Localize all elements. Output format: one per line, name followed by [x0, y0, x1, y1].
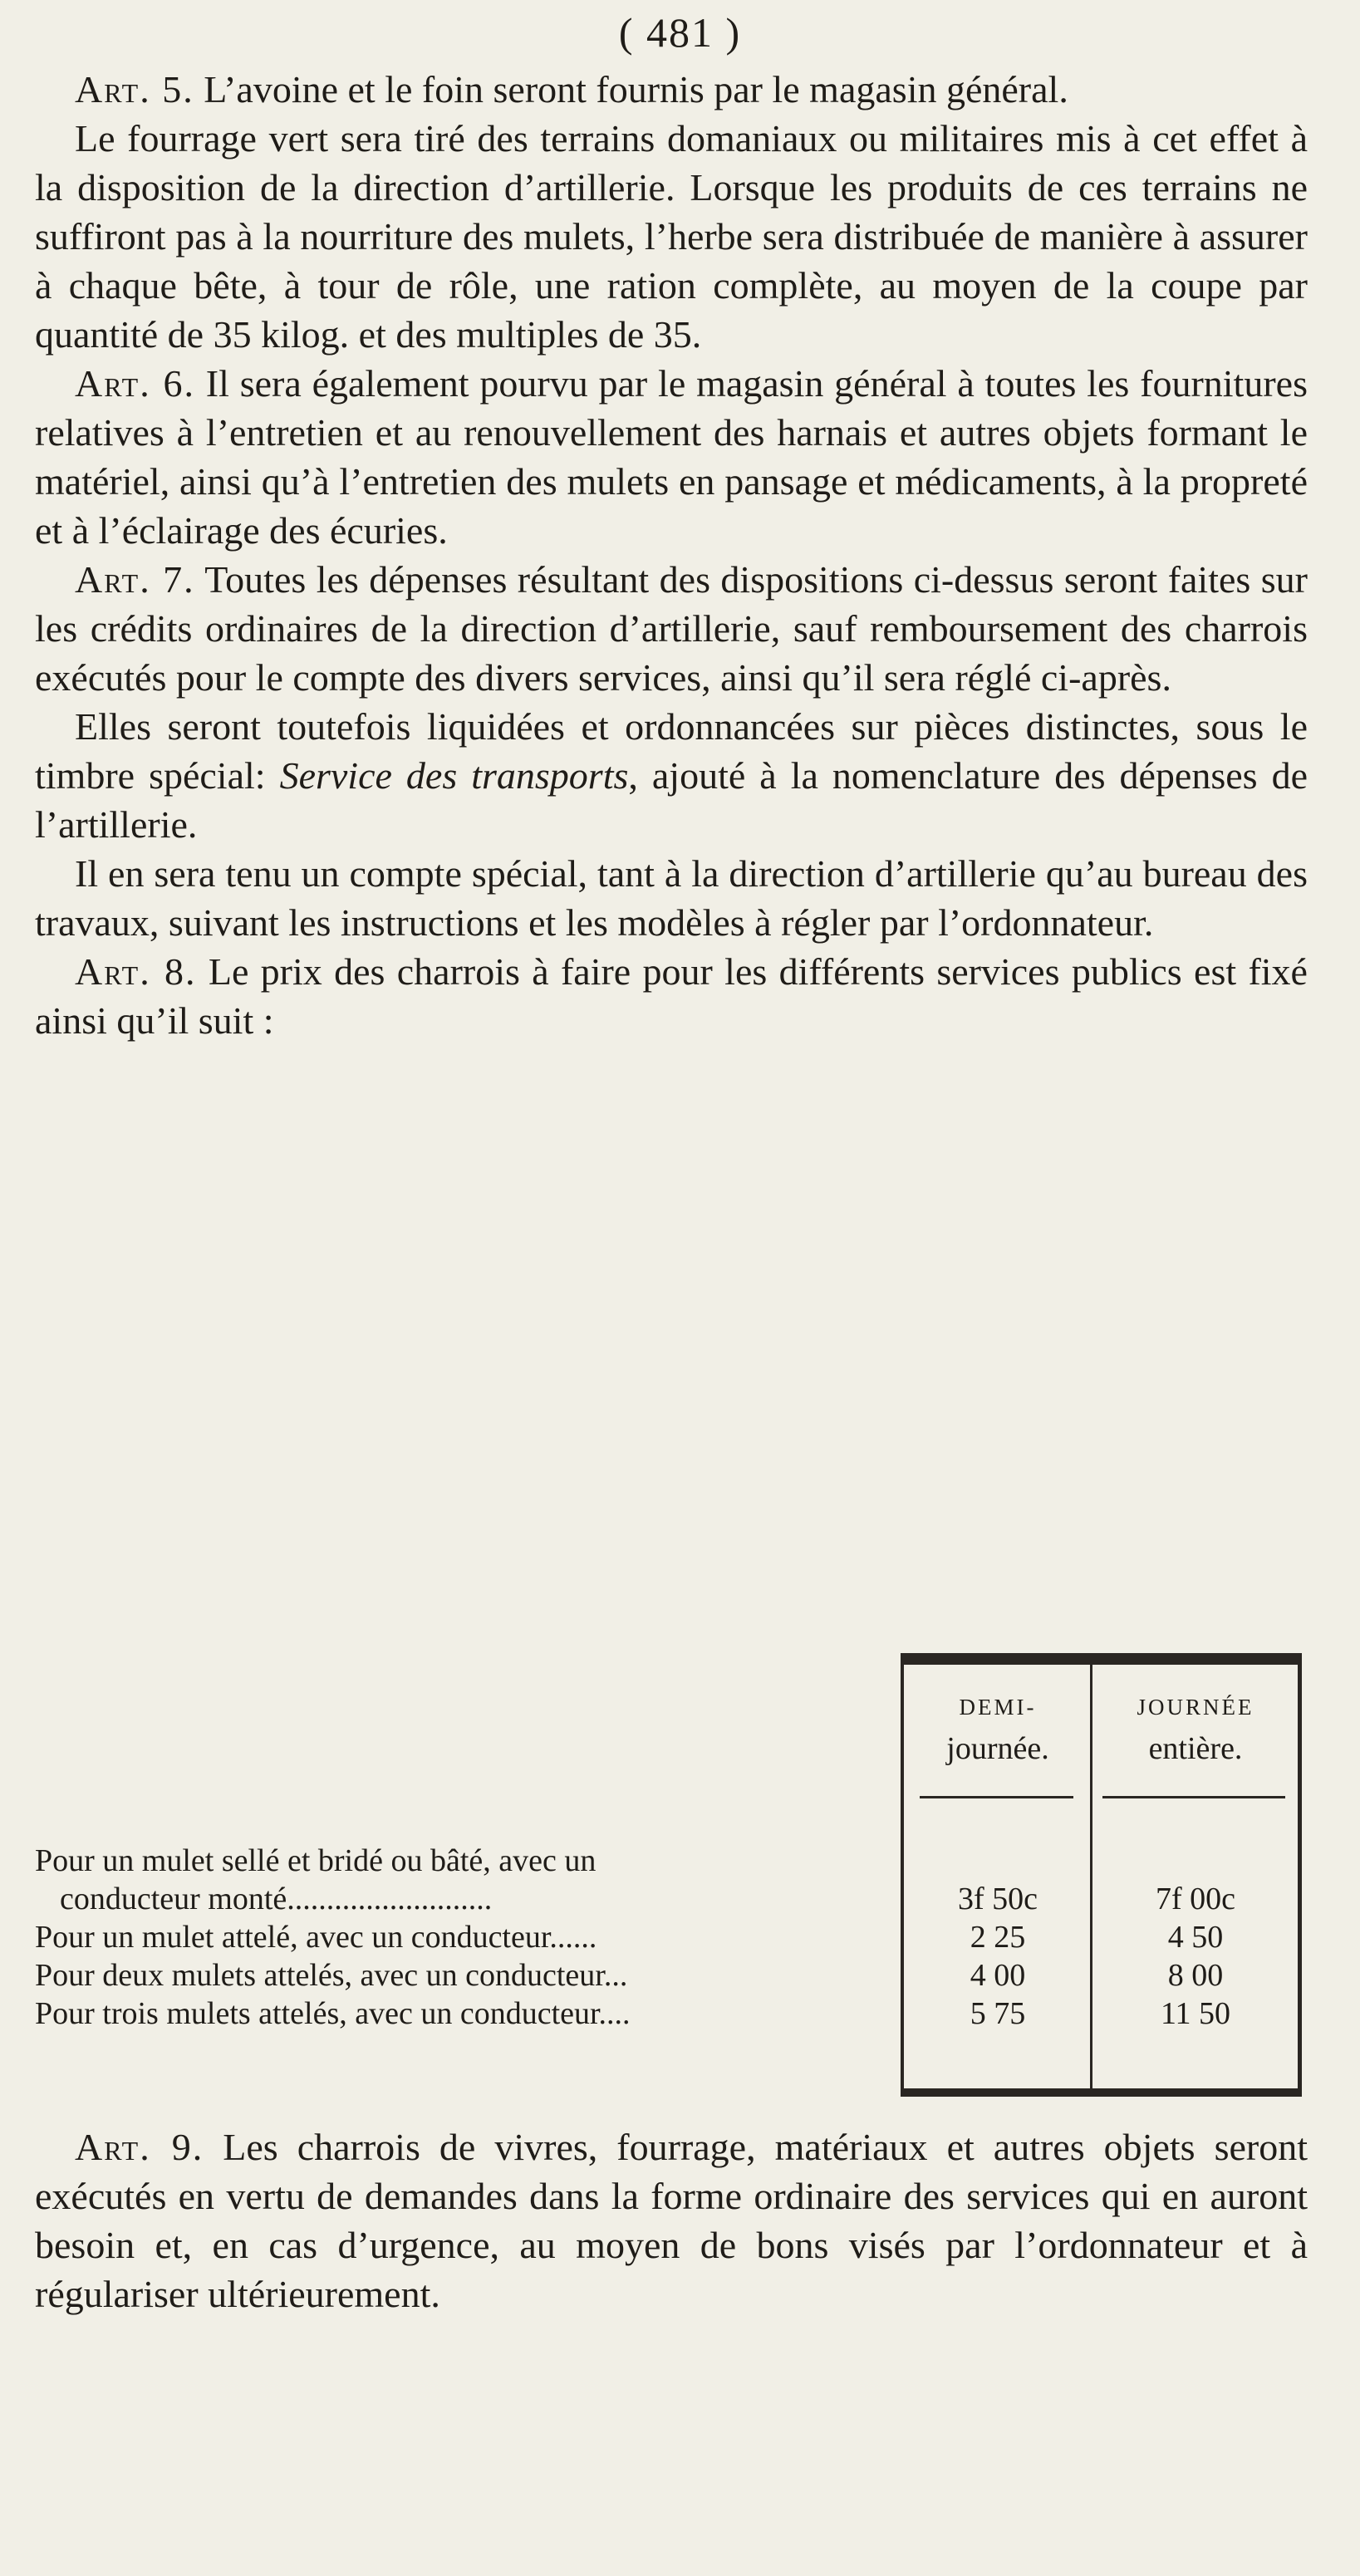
- tariff-table: [35, 1653, 1294, 2102]
- table-row: [35, 1919, 1294, 1955]
- paragraph-text: Les charrois de vivres, fourrage, matériaux et autres objets seront exécutés en vertu de demandes dans la forme ordinaire des services qui en auront besoin et, en cas d’urgence, au moyen de bons visés par l’ordonnateur et à régulariser ultérieurement.: [35, 2126, 1308, 2315]
- full-day-price: 8 00: [1167, 1958, 1224, 1993]
- table-bottom-rule: [903, 2088, 1301, 2097]
- paragraph-art-7: [35, 555, 1308, 702]
- row-description: Pour un mulet sellé et bridé ou bâté, avec un: [35, 1843, 597, 1878]
- half-day-price: 5 75: [970, 1996, 1026, 2031]
- column-header-full-day: JOURNÉE entière.: [1137, 1695, 1254, 1766]
- table-row: [35, 1881, 1294, 1917]
- table-row: [35, 1842, 1294, 1879]
- row-description: Pour deux mulets attelés, avec un conducteur...: [35, 1958, 628, 1993]
- paragraph-text: Il sera également pourvu par le magasin général à toutes les fournitures relatives à l’entretien et au renouvellement des harnais et autres objets formant le matériel, ainsi qu’à l’entretien des mulets en pansage et médicaments, à la propreté et à l’éclairage des écuries.: [35, 362, 1308, 552]
- full-day-price: 4 50: [1167, 1920, 1224, 1955]
- paragraph-text: L’avoine et le foin seront fournis par le magasin général.: [194, 68, 1068, 110]
- header-underline: [1102, 1796, 1285, 1798]
- paragraph-text: Toutes les dépenses résultant des dispositions ci-dessus seront faites sur les crédits ordinaires de la direction d’artillerie, sauf remboursement des charrois exécutés pour le compte des divers services, ainsi qu’il sera réglé ci-après.: [35, 558, 1308, 699]
- body-text-upper: [35, 65, 1308, 1045]
- paragraph-art-6: [35, 359, 1308, 555]
- article-label: Art. 5.: [75, 68, 194, 110]
- paragraph-text: Il en sera tenu un compte spécial, tant à la direction d’artillerie qu’au bureau des travaux, suivant les instructions et les modèles à régler par l’ordonnateur.: [35, 852, 1308, 944]
- paragraph-art-9: [35, 2122, 1308, 2318]
- full-day-price: 7f 00c: [1155, 1882, 1236, 1916]
- paragraph-liquidees: [35, 702, 1308, 849]
- table-row: [35, 1995, 1294, 2032]
- article-label: Art. 7.: [75, 558, 195, 601]
- paragraph-fourrage: [35, 114, 1308, 359]
- paragraph-text: Elles seront toutefois liquidées et ordonnancées sur pièces distinctes, sous le timbre spécial:: [35, 705, 1308, 797]
- table-top-rule: [903, 1653, 1301, 1665]
- paragraph-text: , ajouté à la nomenclature des dépenses de l’artillerie.: [35, 754, 1308, 846]
- paragraph-art-5: [35, 65, 1308, 114]
- body-text-lower: [35, 2122, 1308, 2318]
- article-label: Art. 8.: [75, 950, 197, 993]
- half-day-price: 3f 50c: [957, 1882, 1038, 1916]
- full-day-price: 11 50: [1160, 1996, 1231, 2031]
- paragraph-text: Le fourrage vert sera tiré des terrains domaniaux ou militaires mis à cet effet à la disposition de la direction d’artillerie. Lorsque les produits de ces terrains ne suffiront pas à la nourriture des mulets, l’herbe sera distribuée de manière à assurer à chaque bête, à tour de rôle, une ration complète, au moyen de la coupe par quantité de 35 kilog. et des multiples de 35.: [35, 117, 1308, 356]
- row-description: Pour un mulet attelé, avec un conducteur......: [35, 1920, 597, 1955]
- header-underline: [920, 1796, 1073, 1798]
- article-label: Art. 6.: [75, 362, 195, 405]
- row-description: Pour trois mulets attelés, avec un conducteur....: [35, 1996, 631, 2031]
- page-number: ( 481 ): [618, 9, 742, 56]
- article-label: Art. 9.: [75, 2126, 204, 2168]
- row-description: conducteur monté..........................: [60, 1882, 493, 1916]
- paragraph-art-8: [35, 947, 1308, 1045]
- paragraph-compte: [35, 849, 1308, 947]
- half-day-price: 2 25: [970, 1920, 1026, 1955]
- paragraph-text: Le prix des charrois à faire pour les différents services publics est fixé ainsi qu’il suit :: [35, 950, 1308, 1042]
- half-day-price: 4 00: [970, 1958, 1026, 1993]
- table-right-rule: [1298, 1653, 1302, 2097]
- service-title: Service des transports: [279, 754, 629, 797]
- column-header-half-day: DEMI- journée.: [946, 1695, 1049, 1766]
- table-row: [35, 1957, 1294, 1994]
